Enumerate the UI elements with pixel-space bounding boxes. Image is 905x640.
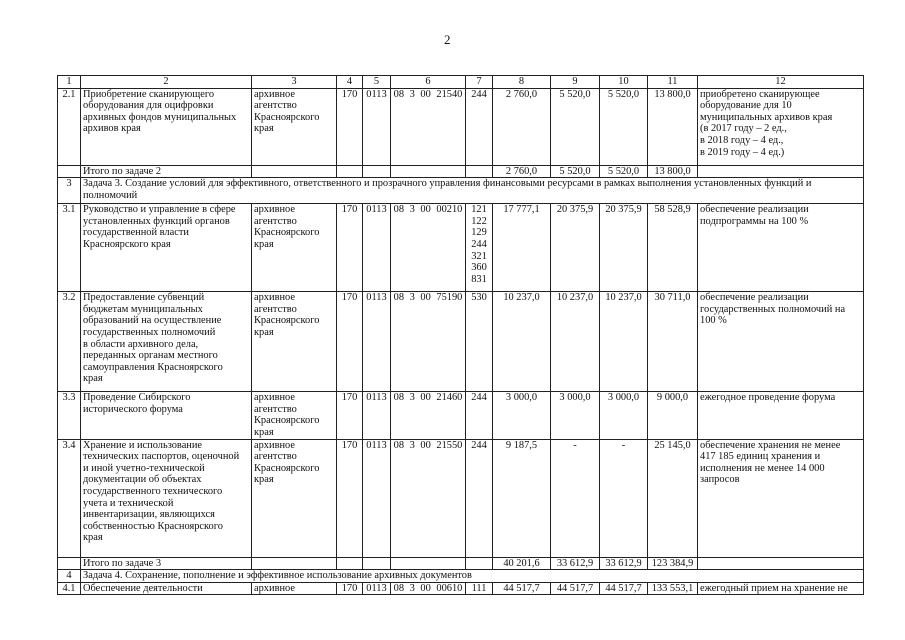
subtotal-year-2: 5 520,0 [551, 165, 600, 178]
vr-code: 244 [466, 88, 493, 165]
task-title: Задача 4. Сохранение, пополнение и эффективное использование архивных документов [81, 570, 864, 583]
vr-code: 244 [466, 392, 493, 439]
empty-cell [698, 557, 864, 570]
amount-total: 58 528,9 [648, 204, 698, 292]
csr-code: 08 3 00 00610 [391, 582, 466, 595]
csr-code: 08 3 00 21540 [391, 88, 466, 165]
header-cell-col-9: 9 [551, 76, 600, 89]
amount-year-1: 2 760,0 [493, 88, 551, 165]
expected-result: обеспечение хранения не менее 417 185 единиц хранения и исполнения не менее 14 000 запросов [698, 439, 864, 557]
subtotal-label: Итого по задаче 3 [81, 557, 252, 570]
csr-code: 08 3 00 21460 [391, 392, 466, 439]
subtotal-year-3: 5 520,0 [600, 165, 648, 178]
subtotal-year-2: 33 612,9 [551, 557, 600, 570]
amount-year-2: 44 517,7 [551, 582, 600, 595]
amount-year-2: - [551, 439, 600, 557]
empty-cell [252, 557, 337, 570]
amount-year-3: 44 517,7 [600, 582, 648, 595]
executor: архивное [252, 582, 337, 595]
row-number: 4.1 [58, 582, 81, 595]
header-cell-col-5: 5 [363, 76, 391, 89]
task-number: 4 [58, 570, 81, 583]
expected-result: обеспечение реализации подпрограммы на 100 % [698, 204, 864, 292]
empty-cell [363, 165, 391, 178]
amount-year-2: 10 237,0 [551, 292, 600, 392]
subtotal-year-3: 33 612,9 [600, 557, 648, 570]
empty-cell [466, 557, 493, 570]
amount-year-1: 44 517,7 [493, 582, 551, 595]
amount-year-3: 5 520,0 [600, 88, 648, 165]
executor: архивное агентство Красноярского края [252, 204, 337, 292]
header-cell-col-11: 11 [648, 76, 698, 89]
rzpr-code: 0113 [363, 88, 391, 165]
subtotal-row [58, 165, 864, 178]
amount-total: 25 145,0 [648, 439, 698, 557]
amount-year-1: 10 237,0 [493, 292, 551, 392]
executor: архивное агентство Красноярского края [252, 88, 337, 165]
header-cell-col-12: 12 [698, 76, 864, 89]
header-cell-col-3: 3 [252, 76, 337, 89]
vr-code: 244 [466, 439, 493, 557]
csr-code: 08 3 00 75190 [391, 292, 466, 392]
empty-cell [337, 165, 363, 178]
table-row [58, 392, 864, 439]
expected-result: обеспечение реализации государственных полномочий на 100 % [698, 292, 864, 392]
subtotal-year-1: 40 201,6 [493, 557, 551, 570]
grbs-code: 170 [337, 582, 363, 595]
vr-code: 530 [466, 292, 493, 392]
activity-name: Предоставление субвенций бюджетам муниципальных образований на осуществление государственных полномочий в области архивного дела, переданных органам местного самоуправления Красноярского края [81, 292, 252, 392]
amount-year-1: 3 000,0 [493, 392, 551, 439]
header-cell-col-1: 1 [58, 76, 81, 89]
task-row [58, 178, 864, 204]
activity-name: Хранение и использование технических паспортов, оценочной и иной учетно-технической документации об объектах государственного технического учета и технической инвентаризации, являющихся собственностью Красноярского края [81, 439, 252, 557]
header-cell-col-7: 7 [466, 76, 493, 89]
subtotal-total: 123 384,9 [648, 557, 698, 570]
row-number [58, 165, 81, 178]
empty-cell [337, 557, 363, 570]
row-number: 3.4 [58, 439, 81, 557]
activity-name: Проведение Сибирского исторического форума [81, 392, 252, 439]
table-row [58, 582, 864, 595]
task-row [58, 570, 864, 583]
empty-cell [698, 165, 864, 178]
activity-name: Руководство и управление в сфере установленных функций органов государственной власти Красноярского края [81, 204, 252, 292]
grbs-code: 170 [337, 292, 363, 392]
expected-result: ежегодный прием на хранение не [698, 582, 864, 595]
table-header-row [58, 76, 864, 89]
header-cell-col-2: 2 [81, 76, 252, 89]
empty-cell [363, 557, 391, 570]
amount-total: 30 711,0 [648, 292, 698, 392]
row-number: 2.1 [58, 88, 81, 165]
rzpr-code: 0113 [363, 439, 391, 557]
vr-code: 111 [466, 582, 493, 595]
table-row [58, 292, 864, 392]
task-number: 3 [58, 178, 81, 204]
amount-year-3: 10 237,0 [600, 292, 648, 392]
row-number: 3.2 [58, 292, 81, 392]
amount-year-1: 17 777,1 [493, 204, 551, 292]
amount-total: 133 553,1 [648, 582, 698, 595]
rzpr-code: 0113 [363, 292, 391, 392]
empty-cell [391, 165, 466, 178]
page-number: 2 [444, 32, 451, 47]
activity-name: Обеспечение деятельности [81, 582, 252, 595]
empty-cell [391, 557, 466, 570]
row-number [58, 557, 81, 570]
empty-cell [252, 165, 337, 178]
executor: архивное агентство Красноярского края [252, 292, 337, 392]
amount-year-3: - [600, 439, 648, 557]
amount-year-2: 20 375,9 [551, 204, 600, 292]
row-number: 3.1 [58, 204, 81, 292]
vr-code: 121 122 129 244 321 360 831 [466, 204, 493, 292]
expected-result: ежегодное проведение форума [698, 392, 864, 439]
header-cell-col-4: 4 [337, 76, 363, 89]
row-number: 3.3 [58, 392, 81, 439]
table-row [58, 439, 864, 557]
grbs-code: 170 [337, 204, 363, 292]
grbs-code: 170 [337, 392, 363, 439]
activity-name: Приобретение сканирующего оборудования для оцифровки архивных фондов муниципальных архивов края [81, 88, 252, 165]
executor: архивное агентство Красноярского края [252, 439, 337, 557]
subtotal-label: Итого по задаче 2 [81, 165, 252, 178]
amount-year-3: 20 375,9 [600, 204, 648, 292]
table-row [58, 88, 864, 165]
amount-total: 9 000,0 [648, 392, 698, 439]
rzpr-code: 0113 [363, 582, 391, 595]
header-cell-col-6: 6 [391, 76, 466, 89]
amount-year-2: 3 000,0 [551, 392, 600, 439]
header-cell-col-10: 10 [600, 76, 648, 89]
csr-code: 08 3 00 21550 [391, 439, 466, 557]
executor: архивное агентство Красноярского края [252, 392, 337, 439]
expected-result: приобретено сканирующее оборудование для 10 муниципальных архивов края (в 2017 году – 2 ед., в 2018 году – 4 ед., в 2019 году – 4 ед.) [698, 88, 864, 165]
rzpr-code: 0113 [363, 392, 391, 439]
subtotal-year-1: 2 760,0 [493, 165, 551, 178]
table-row [58, 204, 864, 292]
grbs-code: 170 [337, 88, 363, 165]
csr-code: 08 3 00 00210 [391, 204, 466, 292]
task-title: Задача 3. Создание условий для эффективного, ответственного и прозрачного управления финансовыми ресурсами в рамках выполнения установленных функций и полномочий [81, 178, 864, 204]
subtotal-total: 13 800,0 [648, 165, 698, 178]
amount-year-3: 3 000,0 [600, 392, 648, 439]
grbs-code: 170 [337, 439, 363, 557]
empty-cell [466, 165, 493, 178]
amount-year-1: 9 187,5 [493, 439, 551, 557]
amount-year-2: 5 520,0 [551, 88, 600, 165]
program-activities-table [57, 75, 864, 595]
amount-total: 13 800,0 [648, 88, 698, 165]
rzpr-code: 0113 [363, 204, 391, 292]
header-cell-col-8: 8 [493, 76, 551, 89]
subtotal-row [58, 557, 864, 570]
